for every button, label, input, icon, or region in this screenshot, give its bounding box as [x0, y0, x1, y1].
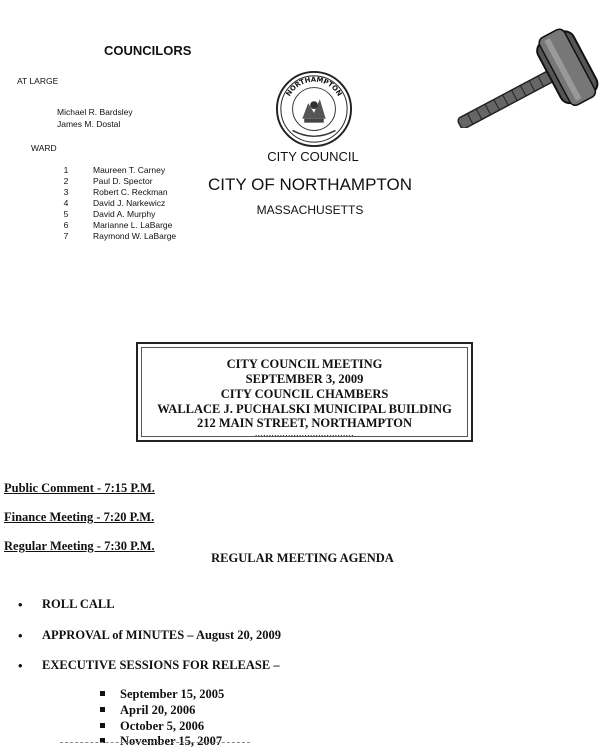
ward-councilor: Raymond W. LaBarge	[93, 231, 177, 241]
meeting-location: CITY COUNCIL CHAMBERS	[220, 387, 389, 401]
square-bullet-icon	[100, 723, 105, 728]
schedule-public-comment: Public Comment - 7:15 P.M.	[4, 481, 155, 495]
gavel-icon	[440, 12, 600, 128]
ward-councilor: Maureen T. Carney	[93, 165, 166, 175]
agenda-title: REGULAR MEETING AGENDA	[211, 551, 394, 565]
session-date: April 20, 2006	[120, 703, 196, 717]
ward-number: 2	[63, 176, 69, 186]
schedule-regular-meeting: Regular Meeting - 7:30 P.M.	[4, 539, 155, 553]
ward-councilor: David A. Murphy	[93, 209, 156, 219]
agenda-item-text: ROLL CALL	[42, 597, 115, 611]
at-large-member: Michael R. Bardsley	[57, 107, 133, 117]
bullet-dot-icon: •	[18, 658, 23, 673]
square-bullet-icon	[100, 707, 105, 712]
ward-number: 4	[63, 198, 69, 208]
agenda-item-text: APPROVAL of MINUTES – August 20, 2009	[42, 628, 282, 642]
ward-number: 5	[63, 209, 69, 219]
schedule-finance-meeting: Finance Meeting - 7:20 P.M.	[4, 510, 155, 524]
svg-text:NORTHAMPTON: NORTHAMPTON	[284, 75, 344, 98]
ward-number: 6	[63, 220, 69, 230]
square-bullet-icon	[100, 691, 105, 696]
bullet-dot-icon: •	[18, 628, 23, 643]
session-date: November 15, 2007	[120, 734, 223, 748]
meeting-title: CITY COUNCIL MEETING	[226, 357, 383, 371]
bullet-dot-icon: •	[18, 597, 23, 612]
ward-councilor: Robert C. Reckman	[93, 187, 168, 197]
ward-councilor: David J. Narkewicz	[93, 198, 166, 208]
councilors-heading: COUNCILORS	[104, 43, 192, 58]
at-large-label: AT LARGE	[17, 76, 59, 86]
at-large-member: James M. Dostal	[57, 119, 121, 129]
state-name: MASSACHUSETTS	[256, 203, 364, 217]
ward-number: 7	[63, 231, 69, 241]
city-name: CITY OF NORTHAMPTON	[207, 175, 413, 194]
agenda-item-text: EXECUTIVE SESSIONS FOR RELEASE –	[42, 658, 280, 672]
ward-councilor: Marianne L. LaBarge	[93, 220, 173, 230]
ward-number: 3	[63, 187, 69, 197]
box-dotted-line: ....................................	[255, 428, 354, 438]
dashed-rule	[60, 742, 250, 743]
ward-label: WARD	[31, 143, 57, 153]
session-date: September 15, 2005	[120, 687, 225, 701]
meeting-building: WALLACE J. PUCHALSKI MUNICIPAL BUILDING	[157, 402, 452, 416]
meeting-address: 212 MAIN STREET, NORTHAMPTON	[196, 416, 413, 430]
ward-number: 1	[63, 165, 69, 175]
city-seal-icon	[275, 70, 353, 148]
session-date: October 5, 2006	[120, 719, 205, 733]
ward-councilor: Paul D. Spector	[93, 176, 153, 186]
meeting-date: SEPTEMBER 3, 2009	[245, 372, 364, 386]
city-council-label: CITY COUNCIL	[267, 149, 359, 164]
